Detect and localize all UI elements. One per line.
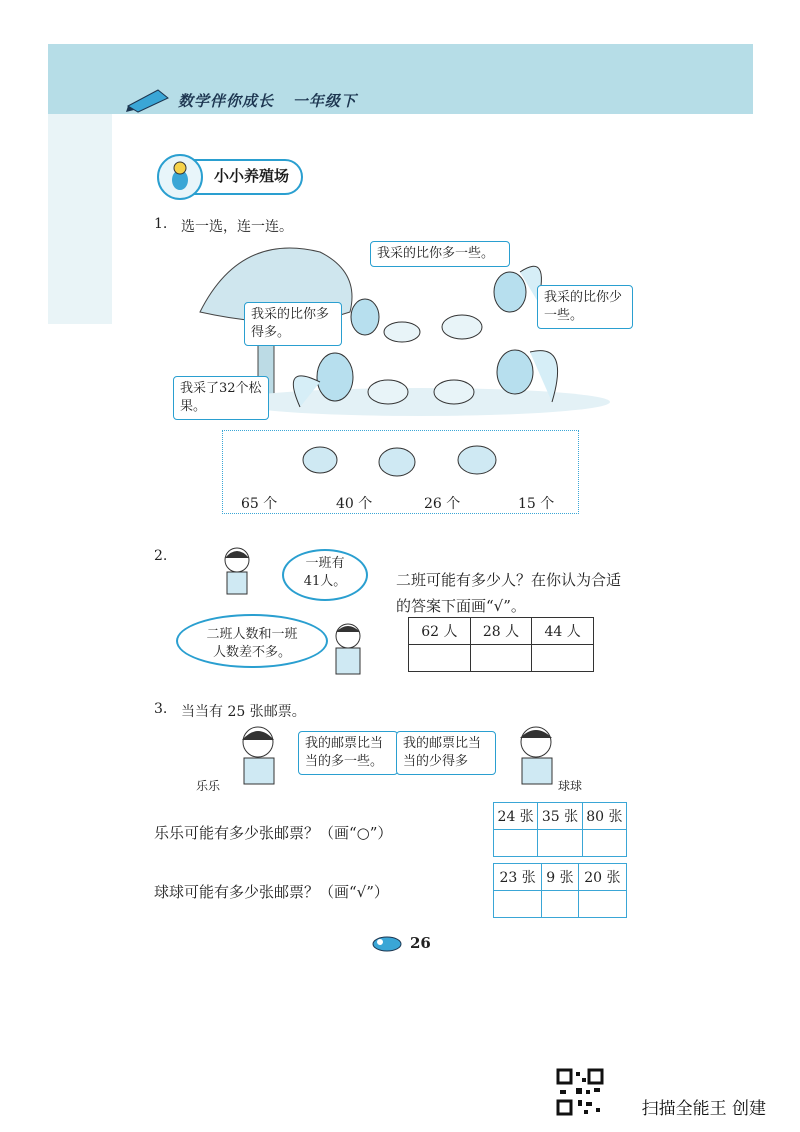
content-sheet-top (112, 114, 753, 134)
girl-speech-cloud: 一班有41人。 (282, 549, 368, 601)
lele-speech-bubble: 我的邮票比当当的多一些。 (298, 731, 398, 775)
q2-number: 2. (154, 548, 168, 564)
qr-code-icon (556, 1068, 604, 1116)
header-title: 数学伴你成长 一年级下 (178, 92, 357, 110)
q2-question: 二班可能有多少人？在你认为合适的答案下面画“√”。 (396, 571, 622, 615)
lele-answer-cell-3[interactable] (582, 830, 626, 857)
section-label: 小小养殖场 (214, 167, 290, 185)
boy-illustration (322, 620, 372, 680)
qiuqiu-illustration (506, 722, 566, 788)
lele-option-24: 24 张 (494, 803, 538, 830)
count-65: 65 个 (241, 496, 278, 512)
qiuqiu-option-9: 9 张 (542, 864, 579, 891)
side-band (48, 114, 112, 324)
qiuqiu-name: 球球 (558, 779, 583, 793)
q2-answer-table (408, 617, 594, 672)
lele-answer-cell-2[interactable] (538, 830, 582, 857)
lele-answer-table (493, 802, 627, 857)
q1-prompt: 选一选，连一连。 (181, 219, 293, 235)
q2-answer-cell-3[interactable] (532, 645, 594, 672)
q3-lele-question: 乐乐可能有多少张邮票？（画“○”） (154, 824, 393, 842)
q3-qiuqiu-question: 球球可能有多少张邮票？（画“√”） (154, 883, 389, 901)
q2-option-44: 44 人 (532, 618, 594, 645)
count-40: 40 个 (336, 496, 373, 512)
lele-illustration (230, 722, 290, 788)
speech-bubble-32-pinecones: 我采了32个松果。 (173, 376, 269, 420)
q2-answer-cell-2[interactable] (470, 645, 532, 672)
qiuqiu-speech-bubble: 我的邮票比当当的少得多 (396, 731, 496, 775)
lele-answer-cell-1[interactable] (494, 830, 538, 857)
boy-speech-cloud: 二班人数和一班人数差不多。 (176, 614, 328, 668)
girl-illustration (215, 544, 265, 600)
q3-prompt: 当当有 25 张邮票。 (181, 704, 306, 720)
speech-bubble-less-some: 我采的比你少一些。 (537, 285, 633, 329)
q3-number: 3. (154, 701, 168, 717)
squirrel-heads (295, 432, 515, 480)
qiuqiu-option-23: 23 张 (494, 864, 542, 891)
speech-bubble-much-more: 我采的比你多得多。 (244, 302, 342, 346)
pencil-icon (124, 84, 174, 114)
qiuqiu-option-20: 20 张 (578, 864, 626, 891)
qiuqiu-answer-cell-2[interactable] (542, 891, 579, 918)
q1-number: 1. (154, 216, 168, 232)
page-number: 26 (410, 934, 431, 952)
page-mascot-icon (370, 932, 404, 954)
lele-option-35: 35 张 (538, 803, 582, 830)
q2-option-28: 28 人 (470, 618, 532, 645)
scanner-watermark: 扫描全能王 创建 (641, 1099, 766, 1119)
q2-option-62: 62 人 (409, 618, 471, 645)
qiuqiu-answer-table (493, 863, 627, 918)
count-15: 15 个 (518, 496, 555, 512)
lele-name: 乐乐 (196, 779, 221, 793)
speech-bubble-more-some: 我采的比你多一些。 (370, 241, 510, 267)
qiuqiu-answer-cell-1[interactable] (494, 891, 542, 918)
qiuqiu-answer-cell-3[interactable] (578, 891, 626, 918)
q2-answer-cell-1[interactable] (409, 645, 471, 672)
lele-option-80: 80 张 (582, 803, 626, 830)
count-26: 26 个 (424, 496, 461, 512)
